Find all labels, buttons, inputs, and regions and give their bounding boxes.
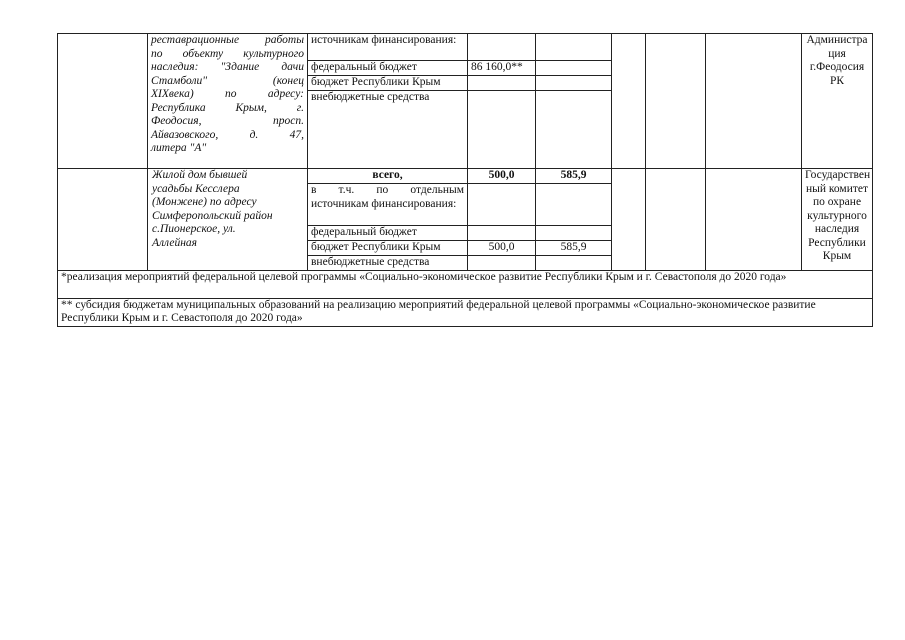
funding-source-cell: внебюджетные средства [308,91,468,169]
object-line: XIXвека) по адресу: [151,88,304,100]
cell-number [58,169,148,271]
executor-line: Крым [822,250,852,262]
funding-source-cell: всего, [308,169,468,184]
value-cell [468,255,536,270]
funding-source-cell: источникам финансирования: [308,34,468,61]
table-row [58,298,873,326]
value-cell [536,226,612,241]
value-cell: 585,9 [536,169,612,184]
executor-line: ция [828,47,846,60]
value-cell [536,91,612,169]
object-line: Симферопольский район [152,209,273,222]
object-description-cell [148,169,308,271]
value-cell [468,184,536,226]
object-line: Аллейная [152,236,197,249]
executor-line: Республики [808,236,866,249]
object-description-cell [148,34,308,169]
funding-source-cell: внебюджетные средства [308,255,468,270]
footnote-subsidy: ** субсидия бюджетам муниципальных образований на реализацию мероприятий федеральной целевой программы «Социально-экономическое развитие Республики Крым и г. Севастополя до 2020 года» [58,298,873,326]
empty-cell [706,34,802,169]
funding-source-cell: в т.ч. по отдельным источникам финансирования: [308,184,468,226]
executor-line: Государствен [805,169,871,181]
empty-cell [612,169,646,271]
object-line: наследия: "Здание дачи [151,61,304,73]
value-cell [468,91,536,169]
object-line: Айвазовского, д. 47, [151,128,304,141]
cell-number [58,34,148,169]
executor-line: г.Феодосия [809,61,865,73]
table-row [58,270,873,298]
footnote-federal-program: *реализация мероприятий федеральной целевой программы «Социально-экономическое развитие Республики Крым и г. Севастополя до 2020 года» [58,270,873,298]
object-line: Стамболи" (конец [151,74,304,87]
value-cell [536,184,612,226]
object-line: (Монжене) по адресу [152,196,257,208]
empty-cell [612,34,646,169]
table-row [58,34,873,61]
funding-source-cell: бюджет Республики Крым [308,240,468,255]
value-cell [536,255,612,270]
executor-line: ный комитет [805,182,869,195]
program-table [57,33,873,327]
funding-source-cell: бюджет Республики Крым [308,76,468,91]
value-cell: 86 160,0** [468,61,536,76]
object-line: Жилой дом бывшей [152,169,248,181]
value-cell: 500,0 [468,169,536,184]
object-line: реставрационные работы [151,34,304,46]
value-cell: 585,9 [536,240,612,255]
executor-line: РК [829,74,845,87]
object-line: Республика Крым, г. [151,101,304,114]
empty-cell [706,169,802,271]
object-line: усадьбы Кесслера [152,182,240,195]
object-line: с.Пионерское, ул. [152,223,236,235]
value-cell [536,76,612,91]
value-cell: 500,0 [468,240,536,255]
value-cell [468,34,536,61]
funding-source-cell: федеральный бюджет [308,226,468,241]
object-line: по объекту культурного [151,47,304,60]
object-line: Феодосия, просп. [151,115,304,127]
value-cell [536,34,612,61]
executor-line: по охране [812,196,862,208]
executor-cell [802,169,873,271]
empty-cell [646,34,706,169]
executor-line: наследия [814,223,860,235]
executor-line: Администра [806,34,868,46]
funding-source-cell: федеральный бюджет [308,61,468,76]
value-cell [536,61,612,76]
executor-cell [802,34,873,169]
object-line: литера "А" [151,142,207,154]
empty-cell [646,169,706,271]
executor-line: культурного [807,209,867,222]
value-cell [468,226,536,241]
value-cell [468,76,536,91]
table-row [58,169,873,184]
